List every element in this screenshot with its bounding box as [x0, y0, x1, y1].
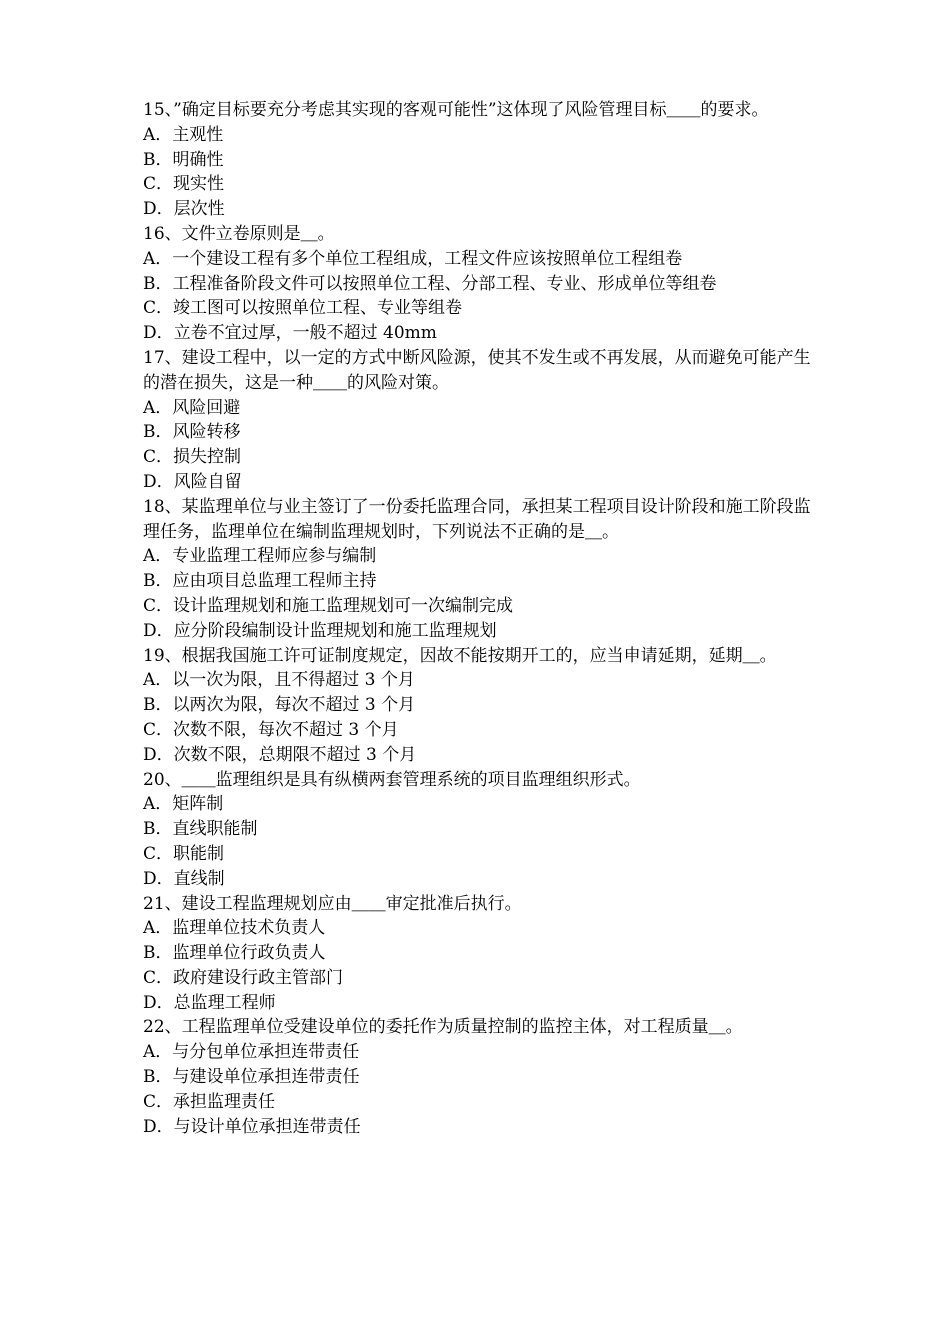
- option-a: A．与分包单位承担连带责任: [143, 1042, 360, 1063]
- option-c: C．现实性: [143, 174, 225, 195]
- question-stem: 16、文件立卷原则是＿。: [143, 223, 335, 244]
- question-stem: 19、根据我国施工许可证制度规定，因故不能按期开工的，应当申请延期，延期＿。: [143, 645, 777, 666]
- option-a: A．监理单位技术负责人: [143, 918, 326, 939]
- question-stem: 17、建设工程中，以一定的方式中断风险源，使其不发生或不再发展，从而避免可能产生的潜在损失，这是一种＿＿的风险对策。: [143, 347, 811, 393]
- option-c: C．承担监理责任: [143, 1091, 276, 1112]
- option-d: D．次数不限，总期限不超过 3 个月: [143, 744, 417, 765]
- question-15: [143, 98, 818, 222]
- option-b: B．与建设单位承担连带责任: [143, 1067, 360, 1088]
- option-a: A．风险回避: [143, 397, 241, 418]
- option-a: A．专业监理工程师应参与编制: [143, 546, 377, 567]
- question-stem: 15、”确定目标要充分考虑其实现的客观可能性”这体现了风险管理目标＿＿的要求。: [143, 100, 769, 120]
- option-b: B．风险转移: [143, 422, 241, 443]
- option-c: C．设计监理规划和施工监理规划可一次编制完成: [143, 595, 514, 616]
- question-stem: 18、某监理单位与业主签订了一份委托监理合同，承担某工程项目设计阶段和施工阶段监理任务，监理单位在编制监理规划时，下列说法不正确的是＿。: [143, 496, 811, 542]
- option-a: A．主观性: [143, 124, 224, 145]
- question-stem: 20、＿＿监理组织是具有纵横两套管理系统的项目监理组织形式。: [143, 769, 641, 790]
- option-c: C．政府建设行政主管部门: [143, 967, 344, 988]
- question-16: [143, 222, 818, 346]
- question-stem: 21、建设工程监理规划应由＿＿审定批准后执行。: [143, 893, 522, 914]
- option-d: D．与设计单位承担连带责任: [143, 1116, 361, 1137]
- document-page: [143, 98, 818, 1139]
- question-21: [143, 892, 818, 1016]
- option-d: D．总监理工程师: [143, 992, 276, 1013]
- question-22: [143, 1015, 818, 1139]
- option-d: D．立卷不宜过厚，一般不超过 40mm: [143, 323, 437, 344]
- option-b: B．以两次为限，每次不超过 3 个月: [143, 695, 416, 716]
- option-c: C．职能制: [143, 843, 225, 864]
- option-c: C．损失控制: [143, 447, 242, 468]
- question-stem: 22、工程监理单位受建设单位的委托作为质量控制的监控主体，对工程质量＿。: [143, 1017, 743, 1038]
- question-19: [143, 644, 818, 768]
- option-b: B．应由项目总监理工程师主持: [143, 571, 377, 592]
- question-18: [143, 495, 818, 644]
- option-b: B．直线职能制: [143, 819, 258, 840]
- option-d: D．层次性: [143, 199, 225, 220]
- option-c: C．竣工图可以按照单位工程、专业等组卷: [143, 298, 463, 319]
- question-17: [143, 346, 818, 495]
- option-a: A．矩阵制: [143, 794, 224, 815]
- question-20: [143, 768, 818, 892]
- option-c: C．次数不限，每次不超过 3 个月: [143, 719, 399, 740]
- option-a: A．一个建设工程有多个单位工程组成，工程文件应该按照单位工程组卷: [143, 248, 683, 269]
- option-b: B．监理单位行政负责人: [143, 943, 326, 964]
- option-d: D．直线制: [143, 868, 225, 889]
- option-a: A．以一次为限，且不得超过 3 个月: [143, 670, 415, 691]
- option-d: D．风险自留: [143, 471, 242, 492]
- option-b: B．工程准备阶段文件可以按照单位工程、分部工程、专业、形成单位等组卷: [143, 273, 717, 294]
- option-d: D．应分阶段编制设计监理规划和施工监理规划: [143, 620, 497, 641]
- option-b: B．明确性: [143, 149, 224, 170]
